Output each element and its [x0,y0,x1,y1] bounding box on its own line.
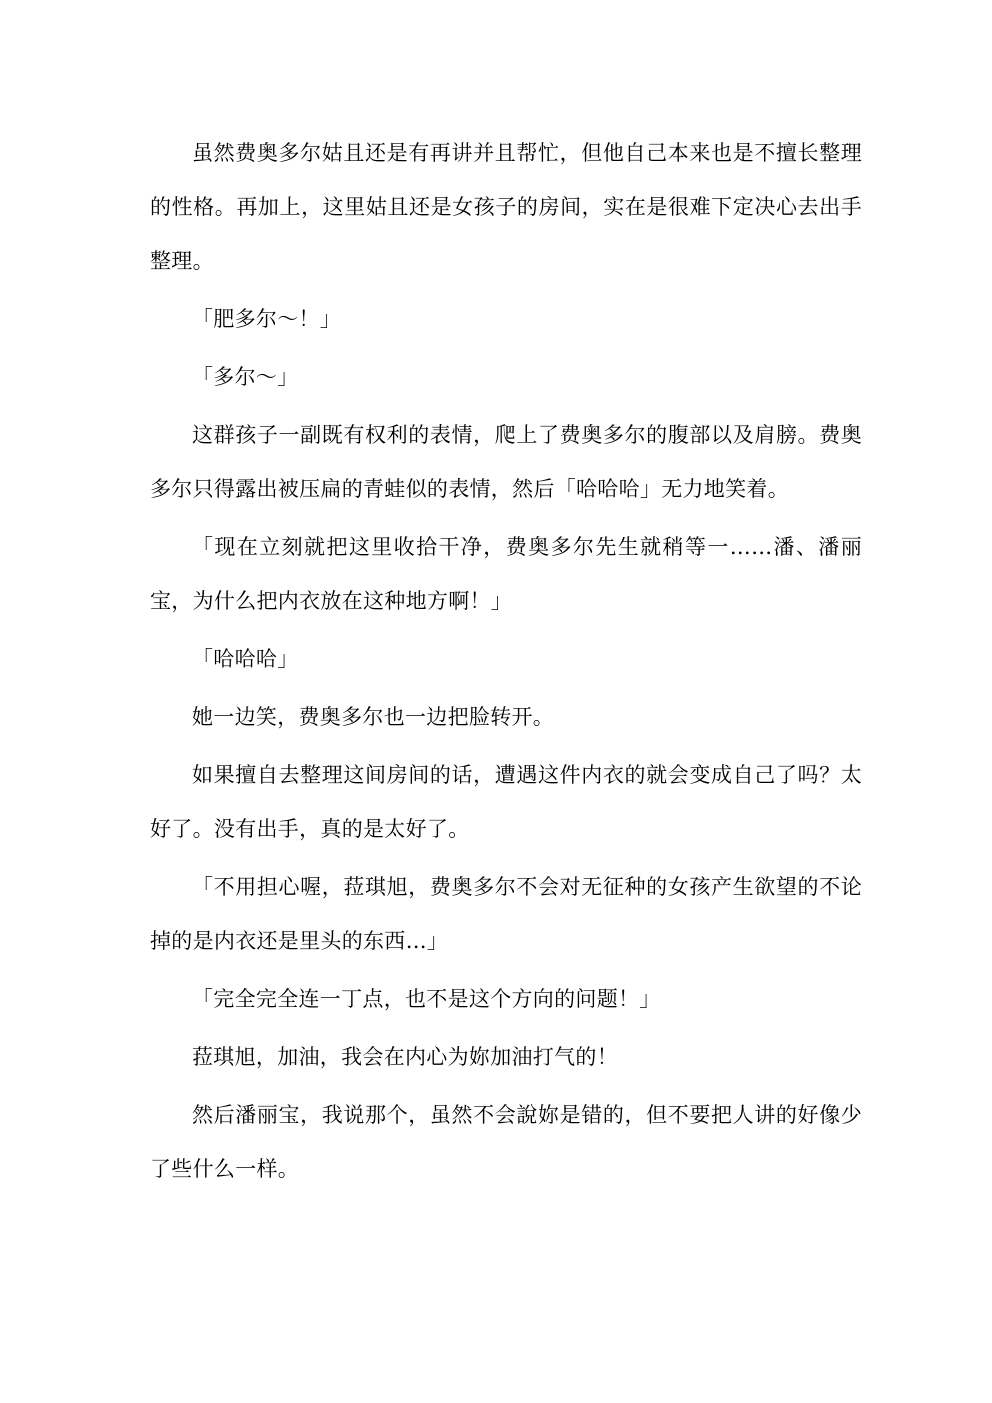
paragraph-narration: 然后潘丽宝，我说那个，虽然不会說妳是错的，但不要把人讲的好像少了些什么一样。 [150,1103,862,1181]
paragraph-dialogue: 「多尔～」 [192,365,299,389]
paragraph-narration: 菈琪旭，加油，我会在内心为妳加油打气的！ [192,1045,618,1069]
document-page [150,126,862,1200]
paragraph-narration: 这群孩子一副既有权利的表情，爬上了费奥多尔的腹部以及肩膀。费奥多尔只得露出被压扁的青蛙似的表情，然后「哈哈哈」无力地笑着。 [150,423,862,501]
paragraph-narration: 她一边笑，费奥多尔也一边把脸转开。 [192,705,555,729]
paragraph-dialogue: 「现在立刻就把这里收拾干净，费奥多尔先生就稍等一……潘、潘丽宝，为什么把内衣放在这种地方啊！」 [150,535,862,613]
paragraph-narration: 虽然费奥多尔姑且还是有再讲并且帮忙，但他自己本来也是不擅长整理的性格。再加上，这里姑且还是女孩子的房间，实在是很难下定决心去出手整理。 [150,141,862,273]
paragraph-dialogue: 「完全完全连一丁点，也不是这个方向的问题！」 [192,987,661,1011]
paragraph-dialogue: 「肥多尔～！」 [192,307,342,331]
paragraph-dialogue: 「不用担心喔，菈琪旭，费奥多尔不会对无征种的女孩产生欲望的不论掉的是内衣还是里头的东西…」 [150,875,862,953]
paragraph-dialogue: 「哈哈哈」 [192,647,299,671]
paragraph-narration: 如果擅自去整理这间房间的话，遭遇这件内衣的就会变成自己了吗？太好了。没有出手，真的是太好了。 [150,763,862,841]
